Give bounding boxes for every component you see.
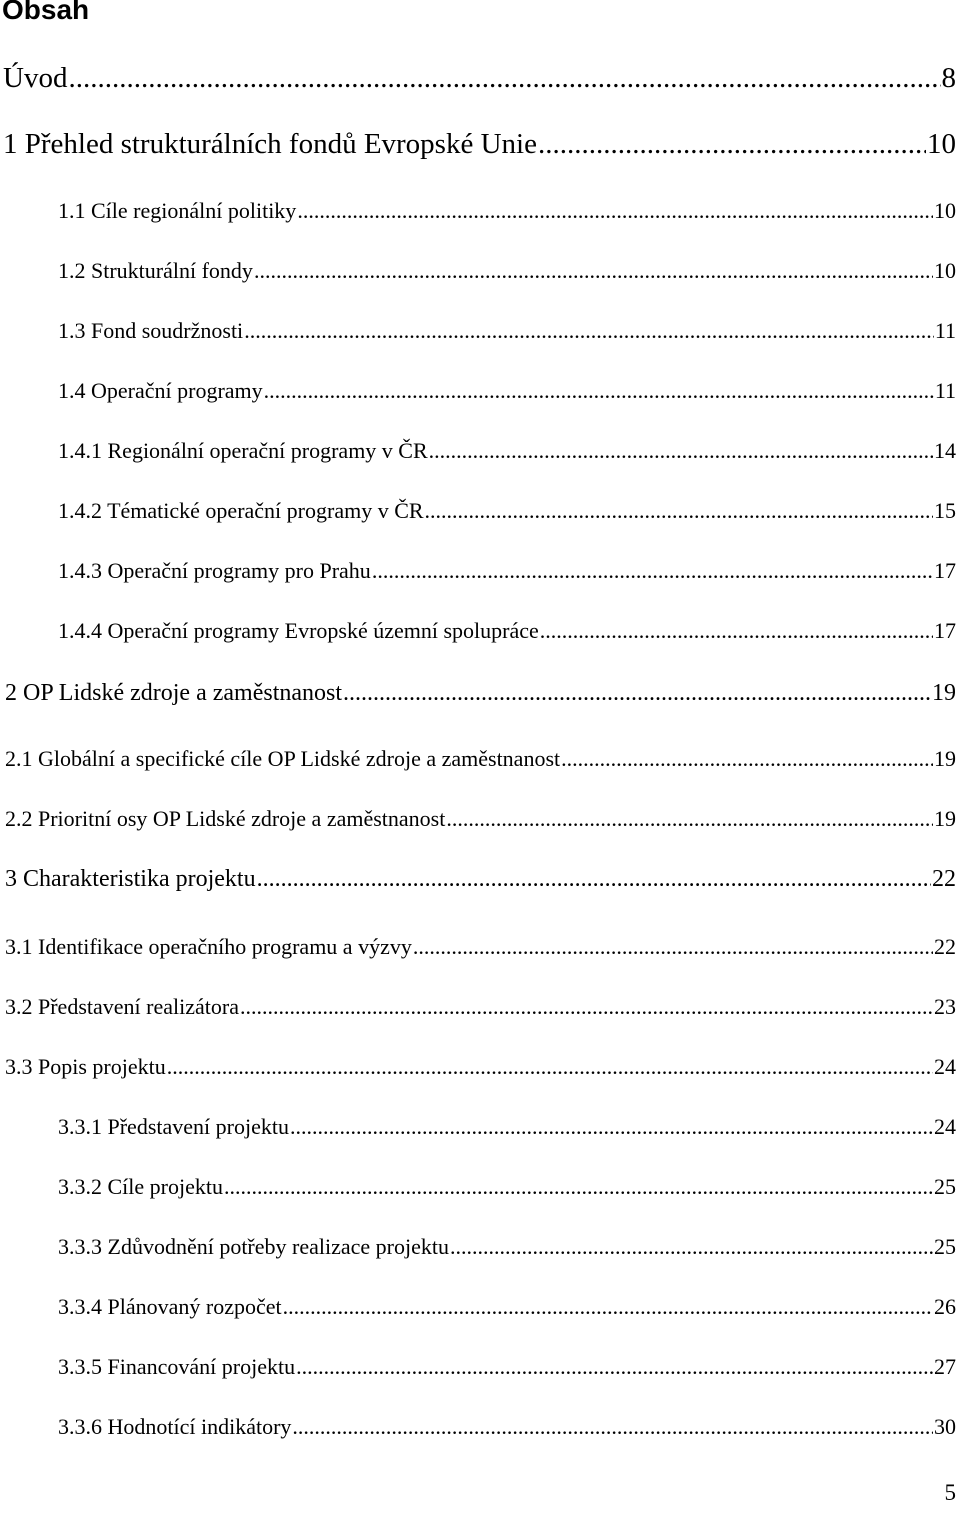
toc-entry-page: 19 [934,806,956,831]
toc-entry-page: 11 [934,318,956,343]
dot-leader [540,618,933,643]
dot-leader [283,1294,933,1319]
toc-entry-label: 3.3.5 Financování projektu [58,1354,296,1379]
toc-entry-page: 30 [934,1414,956,1439]
toc-entry-page: 24 [934,1054,956,1079]
toc-entry-2-2[interactable] [5,806,956,831]
toc-entry-label: 1 Přehled strukturálních fondů Evropské Unie [3,128,537,160]
toc-entry-page: 8 [941,62,956,94]
toc-entry-label: Úvod [3,62,68,94]
dot-leader [297,198,933,223]
dot-leader [446,806,933,831]
toc-entry-3-3-2[interactable] [58,1174,956,1199]
toc-entry-page: 27 [934,1354,956,1379]
toc-entry-page: 19 [934,746,956,771]
toc-entry-page: 11 [934,378,956,403]
toc-entry-chapter-1[interactable] [3,128,956,161]
toc-entry-page: 22 [934,934,956,959]
dot-leader [224,1174,933,1199]
toc-entry-label: 2.2 Prioritní osy OP Lidské zdroje a zaměstnanost [5,806,446,831]
dot-leader [240,994,933,1019]
toc-entry-chapter-3[interactable] [5,866,956,894]
dot-leader [254,258,933,283]
page-number: 5 [944,1480,956,1505]
dot-leader [343,680,931,708]
toc-entry-page: 23 [934,994,956,1019]
toc-entry-label: 3 Charakteristika projektu [5,866,256,892]
dot-leader [296,1354,933,1379]
toc-entry-label: 3.3.3 Zdůvodnění potřeby realizace projektu [58,1234,449,1259]
toc-entry-page: 25 [934,1234,956,1259]
toc-entry-3-1[interactable] [5,934,956,959]
toc-entry-2-1[interactable] [5,746,956,771]
toc-entry-label: 1.4.3 Operační programy pro Prahu [58,558,371,583]
toc-entry-3-3-3[interactable] [58,1234,956,1259]
toc-entry-page: 25 [934,1174,956,1199]
toc-entry-3-3[interactable] [5,1054,956,1079]
toc-entry-page: 10 [927,128,956,160]
toc-entry-page: 22 [932,866,956,892]
toc-entry-uvod[interactable] [3,62,956,95]
toc-entry-3-2[interactable] [5,994,956,1019]
dot-leader [372,558,933,583]
toc-entry-3-3-6[interactable] [58,1414,956,1439]
toc-entry-label: 3.3.6 Hodnotící indikátory [58,1414,292,1439]
toc-entry-page: 10 [934,198,956,223]
dot-leader [290,1114,933,1139]
toc-entry-1-2[interactable] [58,258,956,283]
toc-entry-chapter-2[interactable] [5,680,956,708]
toc-entry-label: 3.2 Představení realizátora [5,994,239,1019]
toc-entry-label: 1.3 Fond soudržnosti [58,318,244,343]
toc-entry-page: 24 [934,1114,956,1139]
dot-leader [257,866,931,894]
toc-entry-label: 2 OP Lidské zdroje a zaměstnanost [5,680,343,706]
dot-leader [425,498,933,523]
toc-entry-page: 17 [934,558,956,583]
toc-entry-label: 1.4.2 Tématické operační programy v ČR [58,498,424,523]
toc-entry-1-4-1[interactable] [58,438,956,463]
dot-leader [244,318,934,343]
toc-entry-1-4-4[interactable] [58,618,956,643]
dot-leader [561,746,933,771]
toc-entry-page: 17 [934,618,956,643]
toc-entry-label: 3.3.1 Představení projektu [58,1114,289,1139]
toc-entry-page: 26 [934,1294,956,1319]
dot-leader [538,128,926,161]
toc-entry-page: 10 [934,258,956,283]
dot-leader [68,62,940,95]
toc-entry-label: 1.4.4 Operační programy Evropské územní spolupráce [58,618,539,643]
toc-entry-page: 14 [934,438,956,463]
toc-entry-1-4-2[interactable] [58,498,956,523]
toc-entry-label: 1.4.1 Regionální operační programy v ČR [58,438,428,463]
toc-entry-3-3-4[interactable] [58,1294,956,1319]
dot-leader [264,378,934,403]
toc-entry-1-3[interactable] [58,318,956,343]
toc-entry-3-3-1[interactable] [58,1114,956,1139]
dot-leader [429,438,933,463]
toc-entry-label: 3.1 Identifikace operačního programu a výzvy [5,934,412,959]
dot-leader [450,1234,933,1259]
dot-leader [292,1414,933,1439]
toc-entry-label: 3.3 Popis projektu [5,1054,166,1079]
page-title: Obsah [2,0,90,25]
toc-entry-1-1[interactable] [58,198,956,223]
toc-entry-1-4[interactable] [58,378,956,403]
toc-entry-1-4-3[interactable] [58,558,956,583]
toc-entry-page: 19 [932,680,956,706]
toc-entry-page: 15 [934,498,956,523]
toc-entry-label: 2.1 Globální a specifické cíle OP Lidské zdroje a zaměstnanost [5,746,561,771]
toc-entry-label: 1.2 Strukturální fondy [58,258,253,283]
toc-entry-3-3-5[interactable] [58,1354,956,1379]
toc-entry-label: 1.1 Cíle regionální politiky [58,198,297,223]
dot-leader [413,934,933,959]
dot-leader [167,1054,933,1079]
toc-entry-label: 3.3.2 Cíle projektu [58,1174,223,1199]
toc-entry-label: 3.3.4 Plánovaný rozpočet [58,1294,282,1319]
toc-entry-label: 1.4 Operační programy [58,378,263,403]
